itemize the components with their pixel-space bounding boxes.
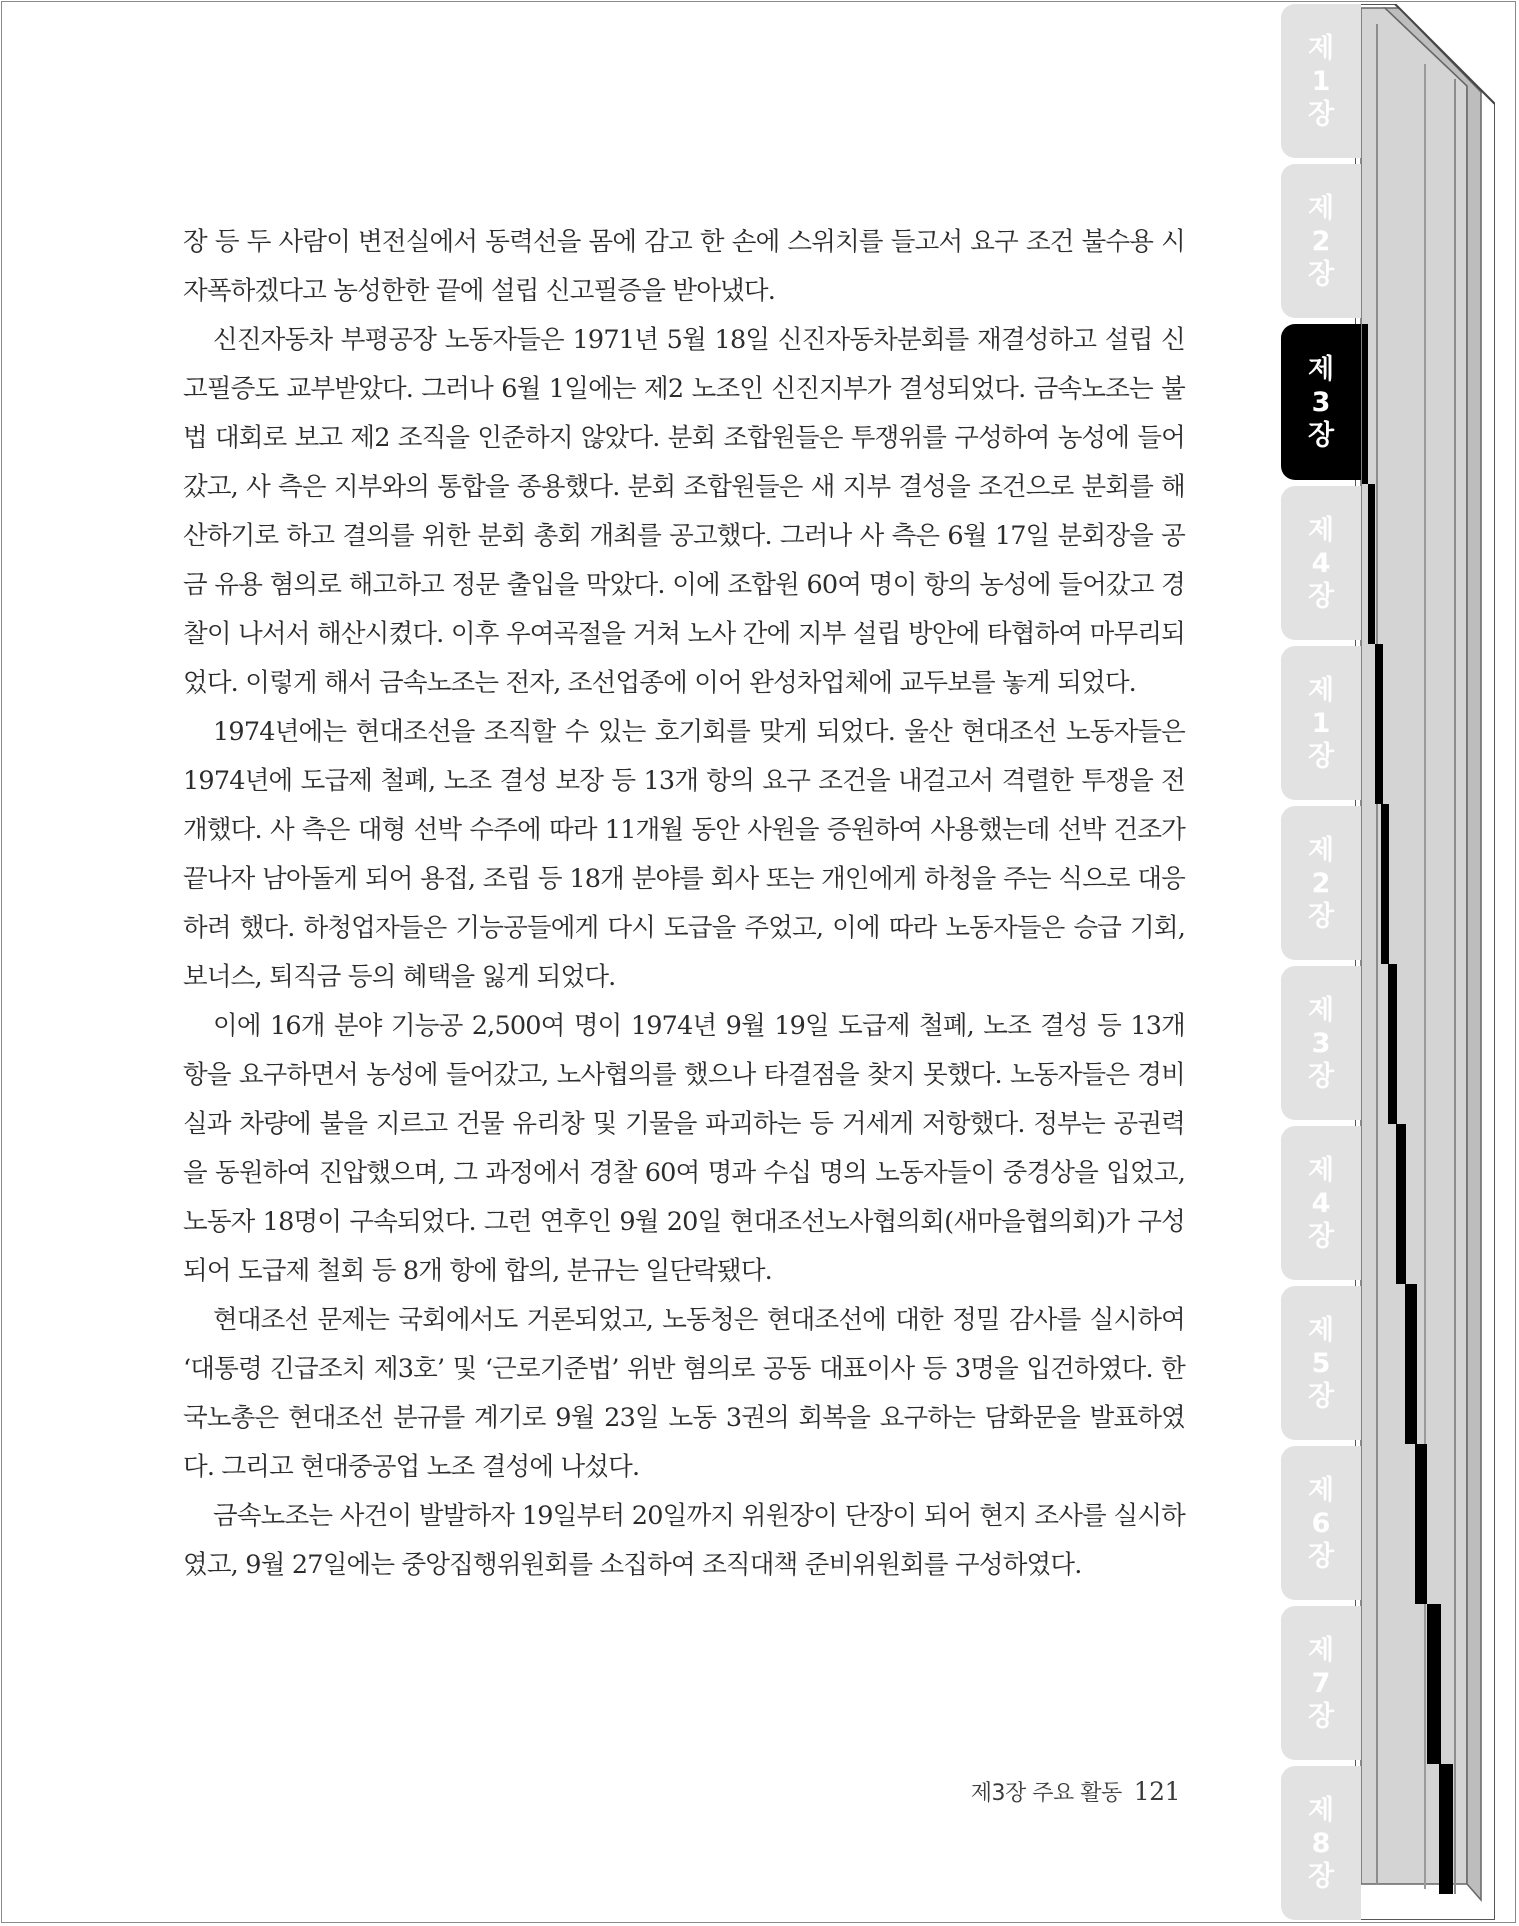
chapter-tab[interactable]: 제 8 장	[1281, 1766, 1361, 1920]
page-number: 121	[1133, 1777, 1180, 1806]
paragraph: 이에 16개 분야 기능공 2,500여 명이 1974년 9월 19일 도급제 철폐, 노조 결성 등 13개 항을 요구하면서 농성에 들어갔고, 노사협의를 했으나 타결점을 찾지 못했다. 노동자들은 경비실과 차량에 불을 지르고 건물 유리창 및 기물을 파괴하는 등 거세게 저항했다. 정부는 공권력을 동원하여 진압했으며, 그 과정에서 경찰 60여 명과 수십 명의 노동자들이 중경상을 입었고, 노동자 18명이 구속되었다. 그런 연후인 9월 20일 현대조선노사협의회(새마을협의회)가 구성되어 도급제 철회 등 8개 항에 합의, 분규는 일단락됐다.	[183, 1011, 1185, 1286]
chapter-running-title: 제3장 주요 활동	[970, 1781, 1122, 1806]
chapter-tab[interactable]: 제 3 장	[1281, 966, 1361, 1120]
paragraph: 현대조선 문제는 국회에서도 거론되었고, 노동청은 현대조선에 대한 정밀 감사를 실시하여 ‘대통령 긴급조치 제3호’ 및 ‘근로기준법’ 위반 혐의로 공동 대표이사 등 3명을 입건하였다. 한국노총은 현대조선 분규를 계기로 9월 23일 노동 3권의 회복을 요구하는 담화문을 발표하였다. 그리고 현대중공업 노조 결성에 나섰다.	[183, 1305, 1185, 1482]
chapter-tab[interactable]: 제 4 장	[1281, 486, 1361, 640]
page-footer	[900, 1776, 1180, 1807]
chapter-tab[interactable]: 제 1 장	[1281, 646, 1361, 800]
body-text	[183, 218, 1185, 1590]
chapter-tab-active[interactable]: 제 3 장	[1281, 324, 1361, 480]
chapter-tab[interactable]: 제 2 장	[1281, 164, 1361, 318]
paragraph: 장 등 두 사람이 변전실에서 동력선을 몸에 감고 한 손에 스위치를 들고서 요구 조건 불수용 시 자폭하겠다고 농성한한 끝에 설립 신고필증을 받아냈다.	[183, 227, 1185, 306]
chapter-tab[interactable]: 제 4 장	[1281, 1126, 1361, 1280]
paragraph: 1974년에는 현대조선을 조직할 수 있는 호기회를 맞게 되었다. 울산 현대조선 노동자들은 1974년에 도급제 철폐, 노조 결성 보장 등 13개 항의 요구 조건을 내걸고서 격렬한 투쟁을 전개했다. 사 측은 대형 선박 수주에 따라 11개월 동안 사원을 증원하여 사용했는데 선박 건조가 끝나자 남아돌게 되어 용접, 조립 등 18개 분야를 회사 또는 개인에게 하청을 주는 식으로 대응하려 했다. 하청업자들은 기능공들에게 다시 도급을 주었고, 이에 따라 노동자들은 승급 기회, 보너스, 퇴직금 등의 혜택을 잃게 되었다.	[183, 717, 1185, 992]
chapter-tab[interactable]: 제 2 장	[1281, 806, 1361, 960]
page-edge-graphic	[1355, 4, 1495, 1920]
page-edges	[1355, 4, 1495, 1920]
chapter-tab[interactable]: 제 5 장	[1281, 1286, 1361, 1440]
chapter-tab[interactable]: 제 7 장	[1281, 1606, 1361, 1760]
chapter-tab[interactable]: 제 6 장	[1281, 1446, 1361, 1600]
paragraph: 금속노조는 사건이 발발하자 19일부터 20일까지 위원장이 단장이 되어 현지 조사를 실시하였고, 9월 27일에는 중앙집행위원회를 소집하여 조직대책 준비위원회를 구성하였다.	[183, 1501, 1185, 1580]
chapter-tab[interactable]: 제 1 장	[1281, 4, 1361, 158]
paragraph: 신진자동차 부평공장 노동자들은 1971년 5월 18일 신진자동차분회를 재결성하고 설립 신고필증도 교부받았다. 그러나 6월 1일에는 제2 노조인 신진지부가 결성되었다. 금속노조는 불법 대회로 보고 제2 조직을 인준하지 않았다. 분회 조합원들은 투쟁위를 구성하여 농성에 들어갔고, 사 측은 지부와의 통합을 종용했다. 분회 조합원들은 새 지부 결성을 조건으로 분회를 해산하기로 하고 결의를 위한 분회 총회 개최를 공고했다. 그러나 사 측은 6월 17일 분회장을 공금 유용 혐의로 해고하고 정문 출입을 막았다. 이에 조합원 60여 명이 항의 농성에 들어갔고 경찰이 나서서 해산시켰다. 이후 우여곡절을 거쳐 노사 간에 지부 설립 방안에 타협하여 마무리되었다. 이렇게 해서 금속노조는 전자, 조선업종에 이어 완성차업체에 교두보를 놓게 되었다.	[183, 325, 1185, 698]
